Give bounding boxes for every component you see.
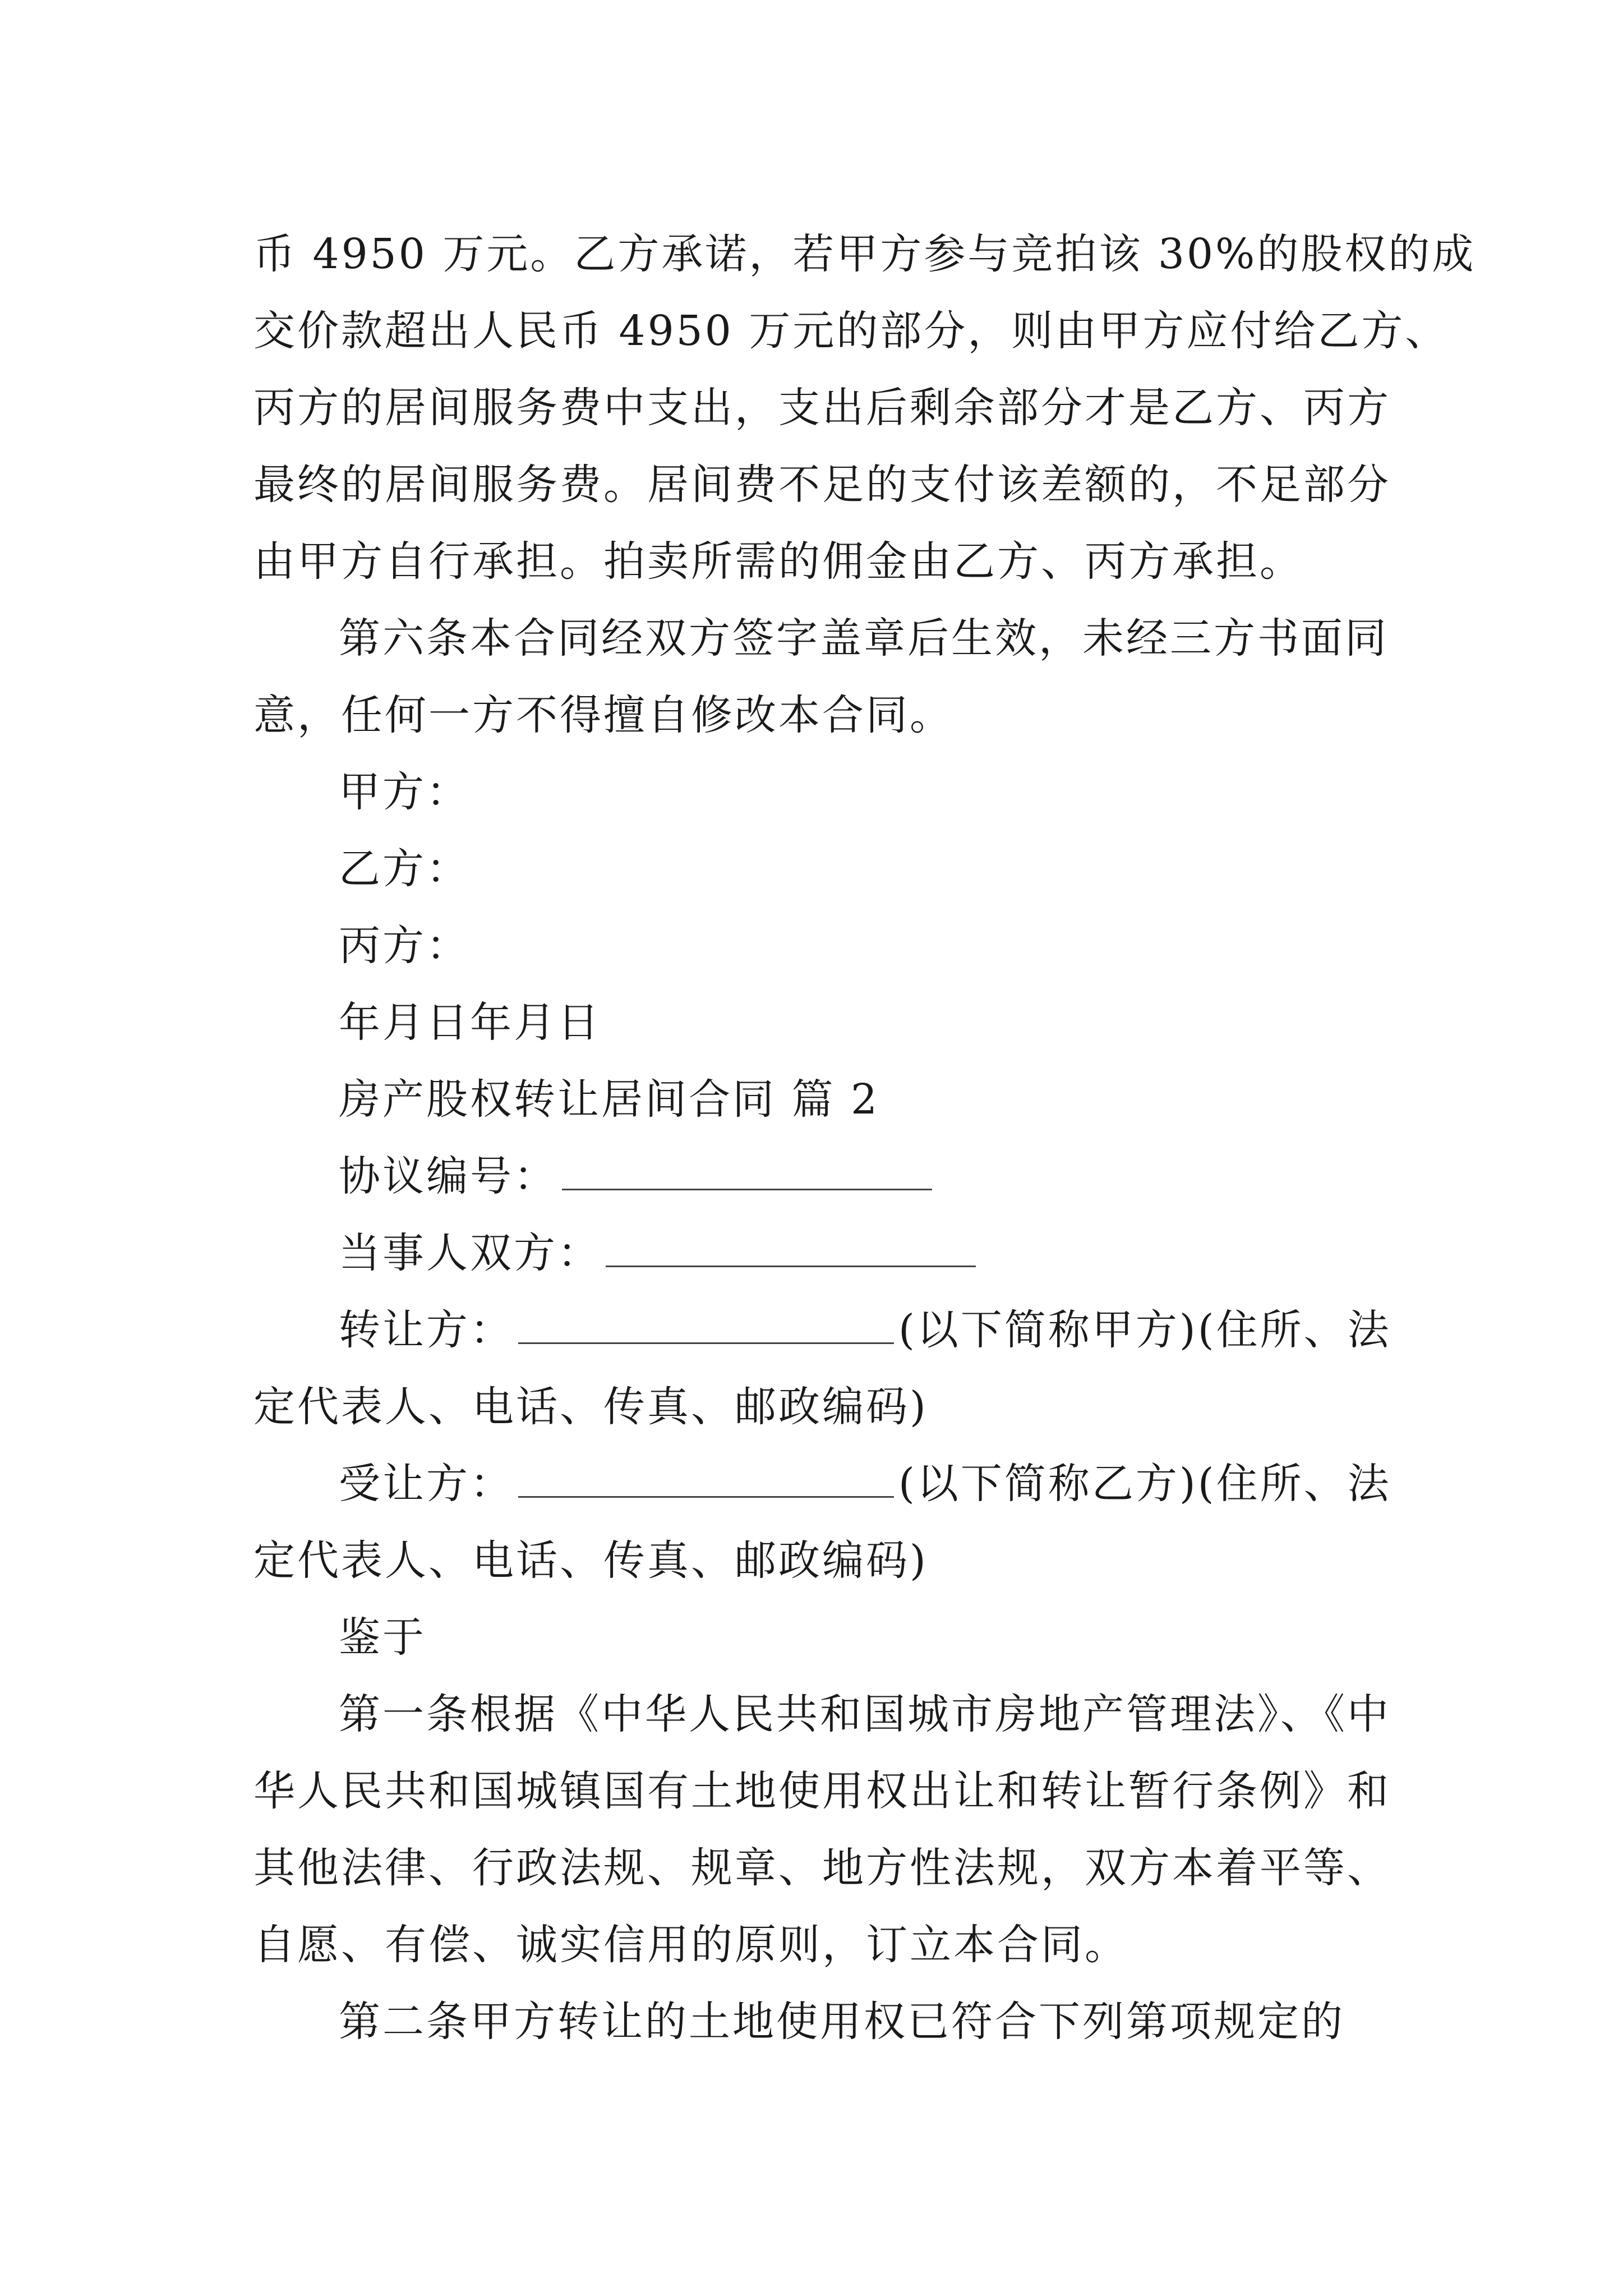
article-6-line: 第六条本合同经双方签字盖章后生效，未经三方书面同 [339, 614, 1389, 662]
text-line: 华人民共和国城镇国有土地使用权出让和转让暂行条例》和 [253, 1767, 1391, 1815]
transferee-line [253, 1446, 1391, 1522]
agreement-number-label: 协议编号： [339, 1152, 557, 1200]
transferor-suffix: (以下简称甲方)(住所、法 [898, 1306, 1391, 1354]
transferee-blank [518, 1462, 894, 1498]
section-title: 房产股权转让居间合同 篇 2 [339, 1075, 880, 1124]
transferee-label: 受让方： [339, 1460, 514, 1508]
article-2-line: 第二条甲方转让的土地使用权已符合下列第项规定的 [339, 1998, 1345, 2046]
text-line: 意，任何一方不得擅自修改本合同。 [253, 691, 953, 739]
text-line: 币 4950 万元。乙方承诺，若甲方参与竞拍该 30%的股权的成 [253, 230, 1476, 278]
document-body [253, 216, 1476, 2060]
transferor-blank [518, 1309, 894, 1344]
whereas-line: 鉴于 [339, 1613, 426, 1662]
text-line: 其他法律、行政法规、规章、地方性法规，双方本着平等、 [253, 1844, 1391, 1892]
transferee-continuation: 定代表人、电话、传真、邮政编码) [253, 1536, 928, 1585]
transferor-line [253, 1292, 1391, 1369]
parties-blank [606, 1232, 976, 1267]
text-line: 丙方的居间服务费中支出，支出后剩余部分才是乙方、丙方 [253, 384, 1391, 432]
agreement-number-line [253, 1138, 1386, 1215]
transferee-suffix: (以下简称乙方)(住所、法 [898, 1460, 1391, 1508]
date-line: 年月日年月日 [339, 999, 601, 1047]
party-c-signature-label: 丙方： [339, 922, 470, 970]
transferor-continuation: 定代表人、电话、传真、邮政编码) [253, 1383, 928, 1431]
party-b-signature-label: 乙方： [339, 845, 470, 893]
article-1-line: 第一条根据《中华人民共和国城市房地产管理法》、《中 [339, 1690, 1391, 1738]
text-line: 自愿、有偿、诚实信用的原则，订立本合同。 [253, 1921, 1128, 1969]
text-line: 最终的居间服务费。居间费不足的支付该差额的，不足部分 [253, 461, 1391, 509]
parties-label: 当事人双方： [339, 1229, 601, 1277]
agreement-number-blank [562, 1155, 932, 1190]
text-line: 交价款超出人民币 4950 万元的部分，则由甲方应付给乙方、 [253, 307, 1449, 355]
parties-line [253, 1215, 1386, 1292]
transferor-label: 转让方： [339, 1306, 514, 1354]
text-line: 由甲方自行承担。拍卖所需的佣金由乙方、丙方承担。 [253, 537, 1303, 586]
party-a-signature-label: 甲方： [339, 768, 470, 816]
